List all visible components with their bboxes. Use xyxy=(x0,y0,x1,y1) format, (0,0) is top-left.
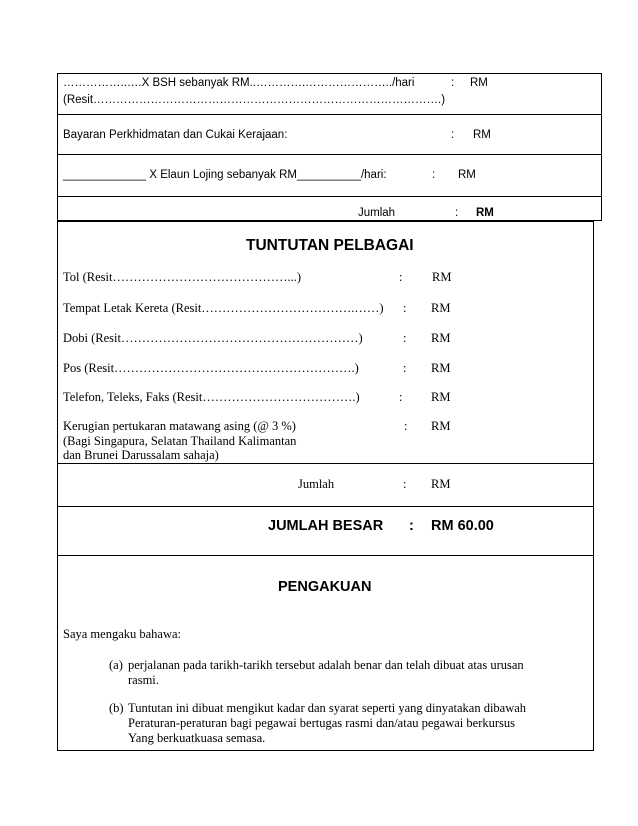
declaration-b-line2: Peraturan-peraturan bagi pegawai bertugas rasmi dan/atau pegawai berkursus xyxy=(128,716,515,730)
tuntutan-total-label: Jumlah xyxy=(298,477,335,491)
exchange-loss-rm: RM xyxy=(431,419,451,433)
declaration-b-marker: (b) xyxy=(109,701,124,715)
telephone-label: Telefon, Teleks, Faks (Resit……………………………….) xyxy=(63,390,360,404)
telephone-rm: RM xyxy=(431,390,451,404)
bsh-receipt-line: (Resit……………………………………………………………………………….) xyxy=(63,94,446,106)
bsh-rm: RM xyxy=(470,77,488,89)
laundry-rm: RM xyxy=(431,331,451,345)
allowance-total-label: Jumlah xyxy=(358,207,396,219)
postage-rm: RM xyxy=(431,361,451,375)
grand-total-colon: : xyxy=(409,518,414,534)
exchange-loss-colon: : xyxy=(404,419,408,433)
toll-rm: RM xyxy=(432,270,452,284)
tuntutan-title: TUNTUTAN PELBAGAI xyxy=(246,237,414,254)
declaration-b-line1: Tuntutan ini dibuat mengikut kadar dan syarat seperti yang dinyatakan dibawah xyxy=(128,701,527,715)
declaration-a-line1: perjalanan pada tarikh-tarikh tersebut adalah benar dan telah dibuat atas urusan xyxy=(128,658,524,672)
service-tax-label: Bayaran Perkhidmatan dan Cukai Kerajaan: xyxy=(63,129,288,141)
declaration-a-line2: rasmi. xyxy=(128,673,159,687)
allowance-total-colon: : xyxy=(455,207,459,219)
bsh-colon: : xyxy=(451,77,455,89)
postage-label: Pos (Resit………………………………………………….) xyxy=(63,361,359,375)
tuntutan-total-colon: : xyxy=(403,477,407,491)
tuntutan-total-rm: RM xyxy=(431,477,451,491)
lodging-rm: RM xyxy=(458,169,476,181)
lodging-colon: : xyxy=(432,169,436,181)
declaration-intro: Saya mengaku bahawa: xyxy=(63,627,182,641)
toll-colon: : xyxy=(399,270,403,284)
allowance-total-rm: RM xyxy=(476,207,494,219)
postage-colon: : xyxy=(403,361,407,375)
lodging-label: _____________ X Elaun Lojing sebanyak RM__________/hari: xyxy=(63,169,387,181)
parking-colon: : xyxy=(403,301,407,315)
grand-total-label: JUMLAH BESAR xyxy=(268,518,384,534)
telephone-colon: : xyxy=(399,390,403,404)
service-tax-colon: : xyxy=(451,129,455,141)
laundry-label: Dobi (Resit…………………………………………………) xyxy=(63,331,363,345)
exchange-loss-note-1: (Bagi Singapura, Selatan Thailand Kalimantan xyxy=(63,434,297,448)
parking-label: Tempat Letak Kereta (Resit……………………………….……) xyxy=(63,301,384,315)
bsh-line: ……………..….X BSH sebanyak RM..………….…………………../hari xyxy=(63,77,415,89)
toll-label: Tol (Resit……………………………………...) xyxy=(63,270,302,284)
laundry-colon: : xyxy=(403,331,407,345)
declaration-a-marker: (a) xyxy=(109,658,123,672)
declaration-b-line3: Yang berkuatkuasa semasa. xyxy=(128,731,266,745)
exchange-loss-label: Kerugian pertukaran matawang asing (@ 3 %) xyxy=(63,419,296,433)
pengakuan-title: PENGAKUAN xyxy=(278,579,372,595)
parking-rm: RM xyxy=(431,301,451,315)
service-tax-rm: RM xyxy=(473,129,491,141)
grand-total-value: RM 60.00 xyxy=(431,518,494,534)
exchange-loss-note-2: dan Brunei Darussalam sahaja) xyxy=(63,448,219,462)
